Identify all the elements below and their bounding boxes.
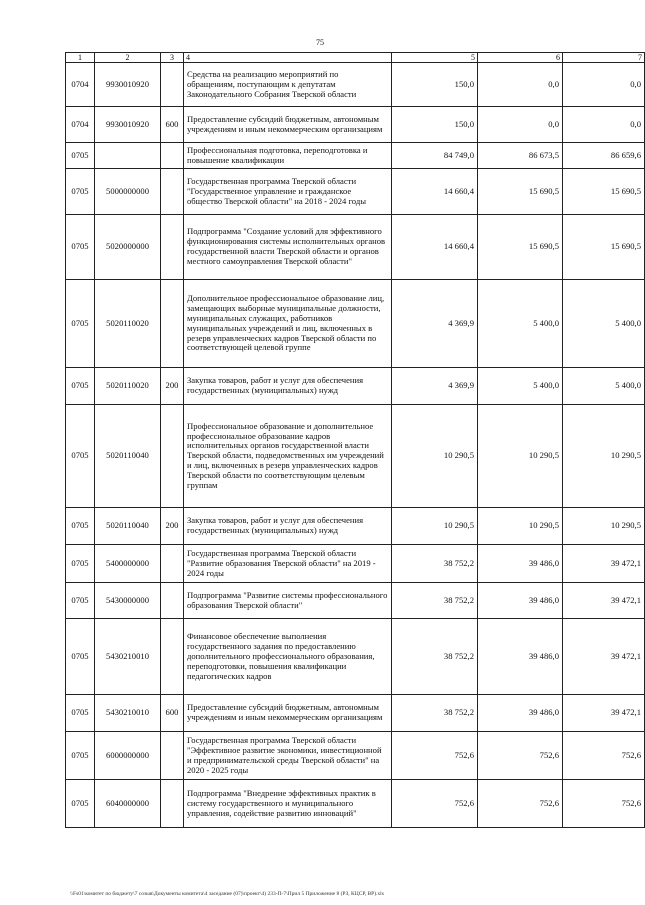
amount-col5-cell: 10 290,5 [392,405,478,508]
amount-col5-cell: 38 752,2 [392,545,478,583]
table-row [66,780,645,828]
expense-type-cell [161,583,184,619]
section-code-cell: 0705 [66,508,95,545]
target-article-cell: 5430210010 [95,695,161,732]
description-cell: Государственная программа Тверской области "Развитие образования Тверской области" на 2019 - 2024 годы [184,545,392,583]
amount-col7-cell: 5 400,0 [563,280,645,368]
section-code-cell: 0705 [66,545,95,583]
amount-col7-cell: 0,0 [563,63,645,107]
amount-col7-cell: 752,6 [563,780,645,828]
section-code-cell: 0705 [66,143,95,169]
expense-type-cell [161,280,184,368]
amount-col6-cell: 10 290,5 [478,405,563,508]
target-article-cell: 5430210010 [95,619,161,695]
expense-type-cell [161,143,184,169]
amount-col7-cell: 15 690,5 [563,215,645,280]
section-code-cell: 0705 [66,695,95,732]
table-row [66,732,645,780]
amount-col7-cell: 39 472,1 [563,583,645,619]
amount-col5-cell: 14 660,4 [392,169,478,215]
column-header-7: 7 [563,53,645,63]
expense-type-cell [161,780,184,828]
table-row [66,143,645,169]
table-row [66,508,645,545]
expense-type-cell [161,545,184,583]
table-row [66,619,645,695]
table-row [66,63,645,107]
amount-col5-cell: 150,0 [392,63,478,107]
expense-type-cell: 600 [161,107,184,143]
amount-col7-cell: 15 690,5 [563,169,645,215]
expense-type-cell [161,169,184,215]
description-cell: Закупка товаров, работ и услуг для обеспечения государственных (муниципальных) нужд [184,368,392,405]
target-article-cell: 5020000000 [95,215,161,280]
description-cell: Профессиональное образование и дополнительное профессиональное образование кадров исполнительных органов государственной власти Тверской области, подведомственных им учреждений и лиц, включенных в резерв управленческих кадров Тверской области по соответствующим целевым группам [184,405,392,508]
description-cell: Профессиональная подготовка, переподготовка и повышение квалификации [184,143,392,169]
target-article-cell: 6000000000 [95,732,161,780]
table-row [66,368,645,405]
amount-col6-cell: 5 400,0 [478,368,563,405]
amount-col6-cell: 39 486,0 [478,619,563,695]
section-code-cell: 0705 [66,280,95,368]
column-header-4: 4 [184,53,392,63]
description-cell: Подпрограмма "Развитие системы профессионального образования Тверской области" [184,583,392,619]
amount-col7-cell: 752,6 [563,732,645,780]
column-header-3: 3 [161,53,184,63]
amount-col7-cell: 86 659,6 [563,143,645,169]
table-row [66,545,645,583]
description-cell: Государственная программа Тверской области "Эффективное развитие экономики, инвестиционной и предпринимательской среды Тверской области" на 2020 - 2025 годы [184,732,392,780]
amount-col7-cell: 39 472,1 [563,695,645,732]
expense-type-cell [161,215,184,280]
target-article-cell: 5020110020 [95,280,161,368]
column-header-2: 2 [95,53,161,63]
amount-col6-cell: 752,6 [478,780,563,828]
amount-col5-cell: 38 752,2 [392,695,478,732]
amount-col5-cell: 38 752,2 [392,619,478,695]
expense-type-cell: 600 [161,695,184,732]
amount-col6-cell: 39 486,0 [478,545,563,583]
table-row [66,583,645,619]
amount-col6-cell: 39 486,0 [478,695,563,732]
amount-col5-cell: 4 369,9 [392,368,478,405]
description-cell: Предоставление субсидий бюджетным, автономным учреждениям и иным некоммерческим организациям [184,695,392,732]
target-article-cell: 9930010920 [95,107,161,143]
description-cell: Государственная программа Тверской области "Государственное управление и гражданское общество Тверской области" на 2018 - 2024 годы [184,169,392,215]
section-code-cell: 0705 [66,405,95,508]
header-row [66,53,645,63]
section-code-cell: 0705 [66,619,95,695]
description-cell: Подпрограмма "Внедрение эффективных практик в систему государственного и муниципального управления, содействие развитию инноваций" [184,780,392,828]
section-code-cell: 0705 [66,583,95,619]
target-article-cell: 5020110020 [95,368,161,405]
file-path-footer: \\Fs01\комитет по бюджету\7 созыв\Документы комитета\4 заседание (07)\проект\4) 233-П-7\Прил 5 Приложение 8 (РЗ, КЦСР, ВР).xls [70,891,384,897]
amount-col5-cell: 38 752,2 [392,583,478,619]
section-code-cell: 0705 [66,169,95,215]
target-article-cell: 5400000000 [95,545,161,583]
description-cell: Средства на реализацию мероприятий по обращениям, поступающим к депутатам Законодательного Собрания Тверской области [184,63,392,107]
column-header-1: 1 [66,53,95,63]
section-code-cell: 0705 [66,780,95,828]
amount-col6-cell: 15 690,5 [478,215,563,280]
amount-col6-cell: 752,6 [478,732,563,780]
target-article-cell: 5020110040 [95,508,161,545]
amount-col6-cell: 86 673,5 [478,143,563,169]
amount-col7-cell: 10 290,5 [563,405,645,508]
description-cell: Предоставление субсидий бюджетным, автономным учреждениям и иным некоммерческим организациям [184,107,392,143]
amount-col5-cell: 752,6 [392,732,478,780]
table-row [66,107,645,143]
amount-col7-cell: 39 472,1 [563,619,645,695]
expense-type-cell: 200 [161,368,184,405]
budget-table [65,52,645,828]
amount-col6-cell: 0,0 [478,63,563,107]
expense-type-cell [161,405,184,508]
page-number: 75 [316,38,324,47]
target-article-cell: 5430000000 [95,583,161,619]
amount-col6-cell: 0,0 [478,107,563,143]
amount-col5-cell: 4 369,9 [392,280,478,368]
target-article-cell: 5000000000 [95,169,161,215]
description-cell: Дополнительное профессиональное образование лиц, замещающих выборные муниципальные должности, муниципальных служащих, работников муниципальных учреждений и лиц, включенных в резерв управленческих кадров Тверской области по соответствующей целевой группе [184,280,392,368]
description-cell: Закупка товаров, работ и услуг для обеспечения государственных (муниципальных) нужд [184,508,392,545]
expense-type-cell [161,619,184,695]
expense-type-cell [161,63,184,107]
section-code-cell: 0704 [66,63,95,107]
table-row [66,695,645,732]
amount-col5-cell: 84 749,0 [392,143,478,169]
section-code-cell: 0705 [66,732,95,780]
amount-col5-cell: 150,0 [392,107,478,143]
amount-col5-cell: 14 660,4 [392,215,478,280]
table-row [66,280,645,368]
amount-col7-cell: 5 400,0 [563,368,645,405]
column-header-5: 5 [392,53,478,63]
description-cell: Финансовое обеспечение выполнения государственного задания по предоставлению дополнительного профессионального образования, переподготовки, повышения квалификации педагогических кадров [184,619,392,695]
table-row [66,169,645,215]
target-article-cell [95,143,161,169]
column-header-6: 6 [478,53,563,63]
section-code-cell: 0705 [66,368,95,405]
table-row [66,215,645,280]
amount-col5-cell: 10 290,5 [392,508,478,545]
target-article-cell: 9930010920 [95,63,161,107]
amount-col6-cell: 39 486,0 [478,583,563,619]
amount-col7-cell: 10 290,5 [563,508,645,545]
section-code-cell: 0704 [66,107,95,143]
target-article-cell: 5020110040 [95,405,161,508]
amount-col5-cell: 752,6 [392,780,478,828]
expense-type-cell [161,732,184,780]
table-row [66,405,645,508]
amount-col6-cell: 15 690,5 [478,169,563,215]
section-code-cell: 0705 [66,215,95,280]
amount-col6-cell: 10 290,5 [478,508,563,545]
amount-col7-cell: 0,0 [563,107,645,143]
amount-col6-cell: 5 400,0 [478,280,563,368]
target-article-cell: 6040000000 [95,780,161,828]
description-cell: Подпрограмма "Создание условий для эффективного функционирования системы исполнительных органов государственной власти Тверской области и органов местного самоуправления Тверской области" [184,215,392,280]
amount-col7-cell: 39 472,1 [563,545,645,583]
expense-type-cell: 200 [161,508,184,545]
